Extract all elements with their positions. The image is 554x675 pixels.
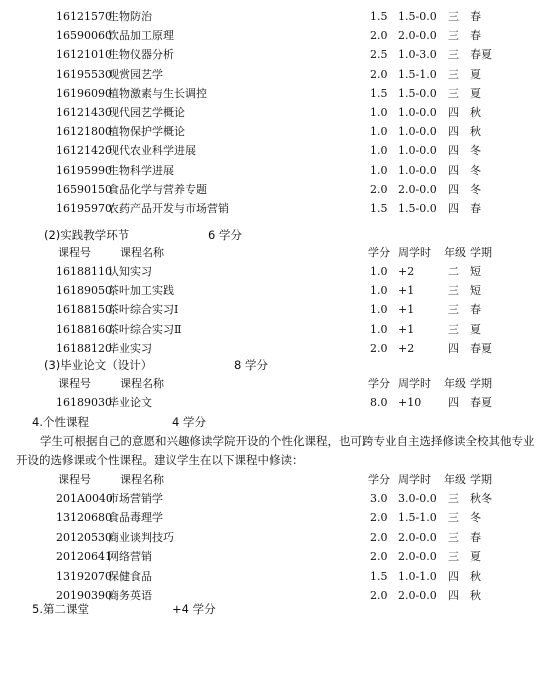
header-name: 课程名称 [120, 246, 164, 259]
table-row [0, 85, 554, 103]
course-credit: 1.5 [370, 86, 388, 100]
course-term: 春 [470, 10, 481, 23]
course-credit: 2.0 [370, 341, 388, 355]
course-hours: +2 [398, 265, 415, 278]
course-name: 生物科学进展 [108, 163, 174, 177]
course-term: 春夏 [470, 396, 492, 409]
course-hours: 2.0-0.0 [398, 182, 437, 196]
course-year: 三 [448, 284, 459, 298]
course-name: 观赏园艺学 [108, 67, 163, 81]
course-name: 食品毒理学 [108, 511, 163, 525]
course-code: 16188110 [56, 265, 112, 278]
course-year: 四 [448, 163, 459, 177]
course-name: 网络营销 [108, 550, 152, 564]
course-year: 三 [448, 322, 459, 336]
course-credit: 1.0 [370, 322, 388, 336]
header-code: 课程号 [58, 246, 91, 259]
course-code: 16590060 [56, 29, 112, 43]
course-code: 13120680 [56, 511, 112, 525]
header-hours: 周学时 [398, 473, 431, 486]
course-year: 三 [448, 303, 459, 317]
course-credit: 1.0 [370, 284, 388, 298]
table-header-personal [0, 471, 554, 489]
course-term: 夏 [470, 67, 481, 81]
header-year: 年级 [444, 377, 466, 390]
course-code: 201A0040 [56, 492, 113, 505]
header-year: 年级 [444, 246, 466, 259]
course-hours: 1.0-0.0 [398, 125, 437, 139]
course-name: 市场营销学 [108, 492, 163, 505]
header-code: 课程号 [58, 473, 91, 486]
course-hours: +10 [398, 396, 422, 409]
section-credit: +4 学分 [172, 602, 216, 616]
table-row [0, 263, 554, 281]
course-hours: 1.5-0.0 [398, 202, 437, 215]
course-year: 三 [448, 530, 459, 544]
course-name: 植物保护学概论 [108, 125, 185, 139]
course-hours: 1.0-1.0 [398, 569, 437, 583]
course-name: 认知实习 [108, 265, 152, 278]
course-name: 现代园艺学概论 [108, 106, 185, 119]
course-name: 现代农业科学进展 [108, 144, 196, 158]
header-year: 年级 [444, 473, 466, 486]
course-term: 春 [470, 530, 481, 544]
course-name: 植物激素与生长调控 [108, 86, 207, 100]
course-name: 农药产品开发与市场营销 [108, 202, 229, 215]
course-credit: 1.0 [370, 125, 388, 139]
course-hours: 3.0-0.0 [398, 492, 437, 505]
course-hours: 1.5-1.0 [398, 67, 437, 81]
course-year: 四 [448, 589, 459, 602]
course-code: 16196090 [56, 86, 112, 100]
course-hours: 2.0-0.0 [398, 29, 437, 43]
table-row [0, 123, 554, 141]
course-credit: 1.5 [370, 202, 388, 215]
course-credit: 1.0 [370, 265, 388, 278]
course-name: 毕业论文 [108, 396, 152, 409]
course-term: 秋冬 [470, 492, 492, 505]
table-row [0, 46, 554, 64]
course-name: 保健食品 [108, 569, 152, 583]
table-row [0, 162, 554, 180]
section-personal-heading [0, 413, 554, 431]
table-row [0, 181, 554, 199]
table-row [0, 509, 554, 527]
course-credit: 2.5 [370, 48, 388, 62]
course-code: 16188160 [56, 322, 112, 336]
course-credit: 2.0 [370, 550, 388, 564]
course-hours: +1 [398, 322, 415, 336]
course-credit: 3.0 [370, 492, 388, 505]
course-year: 三 [448, 550, 459, 564]
course-year: 三 [448, 29, 459, 43]
header-credit: 学分 [368, 473, 390, 486]
course-year: 四 [448, 341, 459, 355]
header-name: 课程名称 [120, 473, 164, 486]
course-name: 茶叶综合实习Ⅰ [108, 303, 179, 317]
course-credit: 2.0 [370, 589, 388, 602]
course-hours: 1.5-0.0 [398, 86, 437, 100]
course-credit: 1.5 [370, 10, 388, 23]
course-code: 16121010 [56, 48, 112, 62]
course-hours: 1.0-0.0 [398, 163, 437, 177]
table-row [0, 66, 554, 84]
course-hours: +1 [398, 303, 415, 317]
header-term: 学期 [470, 473, 492, 486]
course-name: 生物防治 [108, 10, 152, 23]
course-code: 16590150 [56, 182, 112, 196]
section-second-heading [0, 600, 554, 618]
course-term: 夏 [470, 550, 481, 564]
course-hours: 2.0-0.0 [398, 530, 437, 544]
course-credit: 2.0 [370, 182, 388, 196]
course-name: 饮品加工原理 [108, 29, 174, 43]
course-term: 夏 [470, 322, 481, 336]
table-row [0, 394, 554, 412]
course-hours: 1.5-1.0 [398, 511, 437, 525]
header-name: 课程名称 [120, 377, 164, 390]
header-term: 学期 [470, 377, 492, 390]
course-term: 短 [470, 284, 481, 298]
course-credit: 2.0 [370, 29, 388, 43]
course-year: 三 [448, 511, 459, 525]
course-year: 三 [448, 492, 459, 505]
course-code: 16189050 [56, 284, 112, 298]
table-row [0, 529, 554, 547]
course-code: 20120530 [56, 530, 112, 544]
course-year: 四 [448, 182, 459, 196]
header-code: 课程号 [58, 377, 91, 390]
course-year: 三 [448, 67, 459, 81]
course-year: 四 [448, 569, 459, 583]
table-header-thesis [0, 375, 554, 393]
course-hours: 1.0-0.0 [398, 106, 437, 119]
course-name: 毕业实习 [108, 341, 152, 355]
course-hours: 1.5-0.0 [398, 10, 437, 23]
table-row [0, 142, 554, 160]
table-row [0, 568, 554, 586]
header-term: 学期 [470, 246, 492, 259]
course-code: 13192070 [56, 569, 112, 583]
course-term: 冬 [470, 182, 481, 196]
course-name: 食品化学与营养专题 [108, 182, 207, 196]
course-code: 16188120 [56, 341, 112, 355]
header-credit: 学分 [368, 246, 390, 259]
table-row [0, 301, 554, 319]
course-term: 秋 [470, 125, 481, 139]
course-term: 短 [470, 265, 481, 278]
section-credit: 6 学分 [208, 228, 242, 242]
course-code: 16121800 [56, 125, 112, 139]
course-term: 春夏 [470, 48, 492, 62]
section-credit: 8 学分 [234, 358, 268, 372]
course-name: 商务英语 [108, 589, 152, 602]
course-term: 冬 [470, 144, 481, 158]
course-credit: 1.0 [370, 163, 388, 177]
section-practice-heading [0, 226, 554, 244]
course-name: 生物仪器分析 [108, 48, 174, 62]
section-title: (3)毕业论文（设计） [44, 358, 153, 372]
course-term: 冬 [470, 511, 481, 525]
course-name: 茶叶加工实践 [108, 284, 174, 298]
course-year: 四 [448, 125, 459, 139]
course-year: 四 [448, 202, 459, 215]
section-title: 5.第二课堂 [32, 602, 89, 616]
course-credit: 1.0 [370, 144, 388, 158]
course-term: 春 [470, 303, 481, 317]
course-credit: 8.0 [370, 396, 388, 409]
course-year: 三 [448, 86, 459, 100]
table-row [0, 8, 554, 26]
course-term: 春夏 [470, 341, 492, 355]
course-hours: 1.0-3.0 [398, 48, 437, 62]
section-title: (2)实践教学环节 [44, 228, 130, 242]
course-hours: +1 [398, 284, 415, 298]
course-code: 16121420 [56, 144, 112, 158]
course-term: 秋 [470, 589, 481, 602]
header-credit: 学分 [368, 377, 390, 390]
course-hours: 1.0-0.0 [398, 144, 437, 158]
course-term: 秋 [470, 569, 481, 583]
course-hours: +2 [398, 341, 415, 355]
table-row [0, 104, 554, 122]
course-code: 16195990 [56, 163, 112, 177]
course-credit: 2.0 [370, 511, 388, 525]
course-hours: 2.0-0.0 [398, 550, 437, 564]
course-code: 20190390 [56, 589, 112, 602]
section-credit: 4 学分 [172, 415, 206, 429]
course-code: 16195970 [56, 202, 112, 215]
course-year: 二 [448, 265, 459, 278]
course-year: 三 [448, 10, 459, 23]
table-row [0, 200, 554, 218]
table-header-practice [0, 244, 554, 262]
course-term: 夏 [470, 86, 481, 100]
table-row [0, 282, 554, 300]
course-year: 四 [448, 396, 459, 409]
course-term: 秋 [470, 106, 481, 119]
course-code: 20120641 [56, 550, 112, 564]
course-year: 三 [448, 48, 459, 62]
section-thesis-heading [0, 356, 554, 374]
course-year: 四 [448, 106, 459, 119]
course-term: 春 [470, 202, 481, 215]
course-term: 冬 [470, 163, 481, 177]
header-hours: 周学时 [398, 377, 431, 390]
course-term: 春 [470, 29, 481, 43]
course-code: 16121570 [56, 10, 112, 23]
course-credit: 1.0 [370, 303, 388, 317]
course-code: 16189030 [56, 396, 112, 409]
course-code: 16195530 [56, 67, 112, 81]
section-title: 4.个性课程 [32, 415, 89, 429]
header-hours: 周学时 [398, 246, 431, 259]
table-row [0, 27, 554, 45]
course-code: 16121430 [56, 106, 112, 119]
course-credit: 2.0 [370, 530, 388, 544]
table-row [0, 490, 554, 508]
course-credit: 2.0 [370, 67, 388, 81]
course-hours: 2.0-0.0 [398, 589, 437, 602]
course-name: 茶叶综合实习Ⅱ [108, 322, 182, 336]
course-credit: 1.0 [370, 106, 388, 119]
table-row [0, 321, 554, 339]
table-row [0, 548, 554, 566]
personal-paragraph: 学生可根据自己的意愿和兴趣修读学院开设的个性化课程，也可跨专业自主选择修读全校其他专业开设的选修课或个性课程。建议学生在以下课程中修读： [16, 434, 535, 467]
course-credit: 1.5 [370, 569, 388, 583]
course-code: 16188150 [56, 303, 112, 317]
course-name: 商业谈判技巧 [108, 530, 174, 544]
course-year: 四 [448, 144, 459, 158]
